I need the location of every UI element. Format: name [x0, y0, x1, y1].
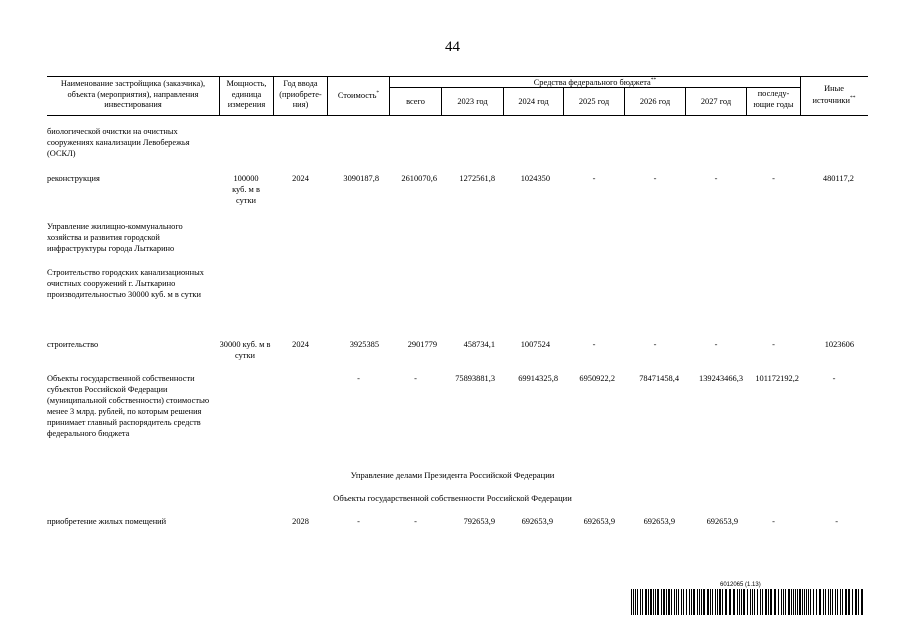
row-2026: - [653, 174, 657, 183]
barcode-bar [710, 589, 711, 615]
row-name: реконструкция [47, 174, 100, 183]
barcode-bar [653, 589, 654, 615]
barcode-bar [754, 589, 755, 615]
row-total: - [414, 374, 417, 383]
header-2027: 2027 год [700, 97, 732, 106]
row-2025: - [592, 340, 596, 349]
col-divider [746, 87, 747, 115]
barcode-bar [678, 589, 679, 615]
barcode-bar [691, 589, 692, 615]
row-other: - [835, 517, 838, 526]
barcode-bar [757, 589, 758, 615]
header-later: последу-ющие годы [753, 89, 794, 109]
barcode-bar [762, 589, 763, 615]
barcode-bar [683, 589, 684, 615]
barcode-bar [788, 589, 790, 615]
barcode-number: 6012065 (1.13) [720, 582, 761, 588]
barcode-bar [739, 589, 740, 615]
barcode-bar [852, 589, 853, 615]
barcode-bar [693, 589, 695, 615]
barcode-bar [737, 589, 738, 615]
row-2023: 1272561,8 [459, 174, 495, 183]
header-2024: 2024 год [518, 97, 549, 106]
barcode-bar [747, 589, 748, 615]
row-year: 2028 [292, 517, 309, 526]
barcode-bar [668, 589, 670, 615]
header-2026: 2026 год [639, 97, 671, 106]
col-divider [219, 76, 220, 115]
row-name: приобретение жилых помещений [47, 517, 167, 526]
row-name: строительство [47, 340, 99, 349]
row-total: 2610070,6 [401, 174, 437, 183]
header-other [802, 84, 866, 106]
barcode-bar [717, 589, 718, 615]
row-name: Объекты государственной собственности субъектов Российской Федерации (муниципальной собственности) стоимостью менее 3 млрд. рублей, по которым решения принимает главный распорядитель средств федерального бюджета [47, 374, 210, 438]
header-federal-mark: ** [650, 77, 657, 83]
row-2027: 692653,9 [706, 517, 738, 526]
header-capacity: Мощность, единица измерения [226, 79, 267, 109]
row-later: 101172192,2 [755, 374, 799, 383]
row-later: - [772, 517, 775, 526]
row-other: 480117,2 [822, 174, 854, 183]
row-later: - [772, 340, 775, 349]
row-cost: - [357, 517, 360, 526]
header-cost-label: Стоимость [337, 90, 377, 100]
barcode-bar [845, 589, 847, 615]
table-row-name: биологической очистки на очистных сооружениях канализации Левобережья (ОСКЛ) [47, 127, 190, 158]
row-other: 1023606 [824, 340, 854, 349]
barcode-bar [671, 589, 672, 615]
barcode-bar [813, 589, 814, 615]
barcode-bar [635, 589, 636, 615]
barcode-bar [795, 589, 796, 615]
barcode-bar [808, 589, 809, 615]
row-2024: 692653,9 [521, 517, 553, 526]
row-2027: - [714, 340, 718, 349]
row-2023: 458734,1 [463, 340, 495, 349]
barcode-bar [655, 589, 656, 615]
row-cost: 3925385 [349, 340, 379, 349]
header-year: Год ввода (приобрете-ния) [279, 79, 322, 109]
barcode-bar [804, 589, 805, 615]
barcode-bar [791, 589, 792, 615]
row-2023: 792653,9 [463, 517, 495, 526]
row-2023: 75893881,3 [455, 374, 495, 383]
row-2024: 1007524 [520, 340, 550, 349]
row-year: 2024 [292, 174, 309, 183]
barcode-bar [825, 589, 826, 615]
barcode-bar [855, 589, 857, 615]
barcode-bar [733, 589, 735, 615]
barcode-bar [842, 589, 843, 615]
barcode-bar [674, 589, 675, 615]
row-year: 2024 [292, 340, 309, 349]
barcode-bar [861, 589, 863, 615]
barcode-bar [697, 589, 698, 615]
barcode-bar [770, 589, 772, 615]
barcode-bar [681, 589, 682, 615]
barcode-bar [729, 589, 731, 615]
barcode-bar [840, 589, 841, 615]
header-cost [329, 90, 388, 101]
col-divider [327, 76, 328, 115]
header-federal-label: Средства федерального бюджета [533, 77, 651, 87]
header-cost-mark: * [376, 90, 380, 96]
header-name: Наименование застройщика (заказчика), объекта (мероприятия), направления инвестирования [60, 79, 206, 109]
barcode-bar [816, 589, 817, 615]
row-later: - [772, 174, 775, 183]
table-row-name: Строительство городских канализационных очистных сооружений г. Лыткарино производительностью 30000 куб. м в сутки [47, 268, 204, 299]
barcode-bar [778, 589, 779, 615]
barcode-bar [689, 589, 690, 615]
row-2025: 692653,9 [583, 517, 615, 526]
header-federal [390, 77, 800, 88]
col-divider [273, 76, 274, 115]
row-2024: 69914325,8 [518, 374, 558, 383]
barcode-bar [703, 589, 705, 615]
barcode-bar [750, 589, 751, 615]
barcode-bar [676, 589, 677, 615]
header-2023: 2023 год [457, 97, 488, 106]
table-row-name: Управление жилищно-коммунального хозяйства и развития городской инфраструктуры города Лыткарино [47, 222, 183, 253]
barcode-bar [645, 589, 647, 615]
barcode-bar [633, 589, 634, 615]
barcode-bar [835, 589, 836, 615]
col-divider [800, 76, 801, 115]
row-2027: 139243466,3 [699, 374, 743, 383]
barcode-bar [774, 589, 776, 615]
barcode-bar [785, 589, 786, 615]
barcode-bar [768, 589, 769, 615]
barcode-bar [848, 589, 850, 615]
barcode-bar [802, 589, 803, 615]
barcode-bar [637, 589, 638, 615]
barcode-bar [663, 589, 665, 615]
barcode-bar [707, 589, 709, 615]
barcode-bar [686, 589, 687, 615]
header-total: всего [406, 97, 425, 106]
barcode-bar [799, 589, 801, 615]
header-2025: 2025 год [578, 97, 610, 106]
row-cost: 3090187,8 [343, 174, 379, 183]
barcode-bar [806, 589, 807, 615]
row-2026: - [653, 340, 657, 349]
row-cost: - [357, 374, 360, 383]
row-total: - [414, 517, 417, 526]
barcode-bar [752, 589, 753, 615]
header-other-label: Иные источники [812, 84, 850, 105]
row-2025: 6950922,2 [579, 374, 615, 383]
barcode-bar [781, 589, 782, 615]
barcode-bar [648, 589, 649, 615]
barcode-bar [765, 589, 767, 615]
barcode-bar [631, 589, 632, 615]
barcode-bar [743, 589, 745, 615]
barcode-bar [725, 589, 727, 615]
barcode-bar [650, 589, 652, 615]
section-title-admin: Управление делами Президента Российской Федерации [350, 470, 555, 480]
barcode-bar [783, 589, 784, 615]
barcode-bar [715, 589, 716, 615]
barcode-bar [828, 589, 829, 615]
barcode-bar [666, 589, 667, 615]
barcode-bar [699, 589, 700, 615]
barcode-bar [719, 589, 721, 615]
row-2026: 692653,9 [643, 517, 675, 526]
barcode-bar [837, 589, 838, 615]
barcode-bar [722, 589, 723, 615]
barcode-bar [712, 589, 713, 615]
barcode-bar [661, 589, 662, 615]
header-other-mark: ** [849, 94, 856, 101]
page-number: 44 [445, 39, 460, 55]
barcode-bar [810, 589, 811, 615]
section-title-federal-property: Объекты государственной собственности Российской Федерации [333, 493, 572, 503]
barcode-bar [830, 589, 831, 615]
barcode-bar [832, 589, 833, 615]
barcode-bar [741, 589, 742, 615]
header-bottom-rule [47, 115, 868, 116]
barcode-bar [797, 589, 798, 615]
barcode-bar [640, 589, 641, 615]
row-capacity: 30000 куб. м в сутки [219, 340, 271, 360]
barcode-image [631, 589, 864, 615]
row-2027: - [714, 174, 718, 183]
barcode-bar [642, 589, 643, 615]
barcode-bar [657, 589, 659, 615]
row-2024: 1024350 [520, 174, 550, 183]
row-total: 2901779 [407, 340, 437, 349]
barcode-bar [701, 589, 702, 615]
barcode-bar [823, 589, 824, 615]
row-2025: - [592, 174, 596, 183]
row-other: - [832, 374, 836, 383]
barcode-bar [793, 589, 794, 615]
row-capacity: 100000 куб. м в сутки [232, 174, 260, 205]
row-2026: 78471458,4 [639, 374, 679, 383]
barcode-bar [858, 589, 859, 615]
barcode-bar [819, 589, 821, 615]
barcode-bar [760, 589, 761, 615]
